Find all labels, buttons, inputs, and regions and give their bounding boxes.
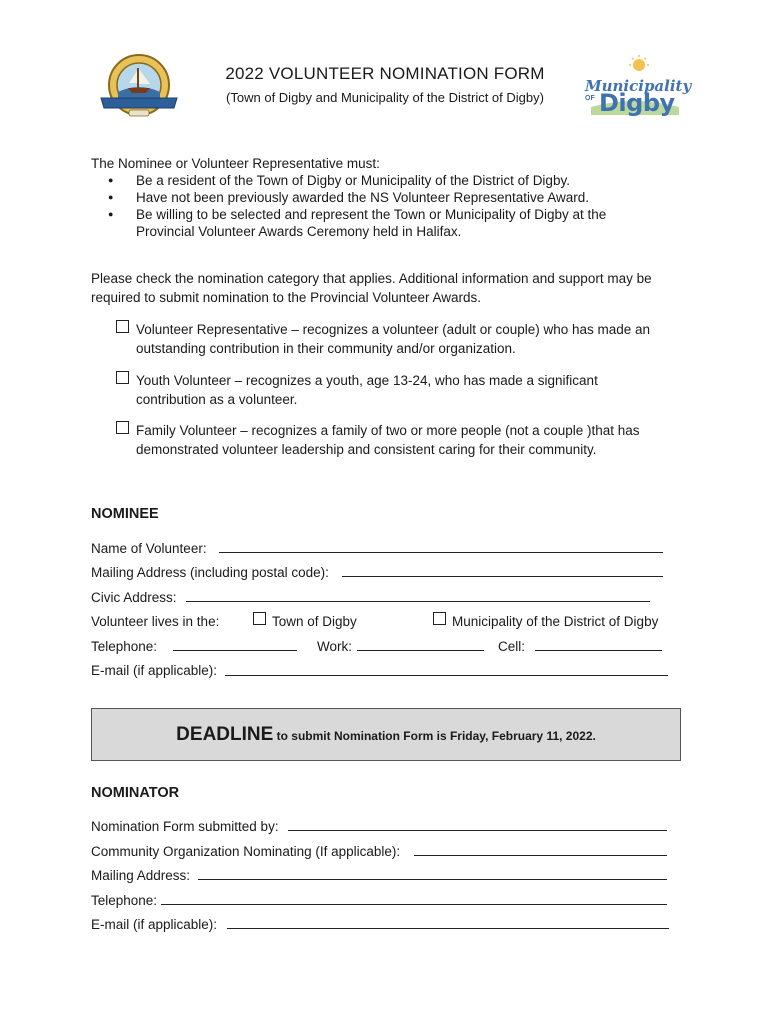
volunteer-name-field[interactable]: [219, 552, 663, 553]
deadline-word: DEADLINE: [176, 724, 274, 745]
youth-volunteer-checkbox[interactable]: [116, 371, 129, 384]
municipality-option: Municipality of the District of Digby: [452, 614, 659, 629]
organization-label: Community Organization Nominating (If applicable):: [91, 844, 401, 859]
volunteer-representative-checkbox[interactable]: [116, 320, 129, 333]
nominee-heading: NOMINEE: [91, 506, 159, 522]
nominator-mailing-field[interactable]: [198, 879, 667, 880]
nominee-cell-field[interactable]: [535, 650, 662, 651]
deadline-notice: [91, 724, 681, 746]
nominator-mailing-label: Mailing Address:: [91, 868, 191, 883]
nominee-telephone-label: Telephone:: [91, 639, 158, 654]
requirement-item: ● Have not been previously awarded the NS Volunteer Representative Award.: [108, 189, 606, 206]
nominator-heading: NOMINATOR: [91, 785, 180, 801]
logo-municipality-word: Municipality: [585, 77, 692, 95]
category-instructions-line1: Please check the nomination category that applies. Additional information and support may be: [91, 271, 652, 286]
civic-address-label: Civic Address:: [91, 590, 177, 605]
nominee-email-field[interactable]: [225, 675, 668, 676]
requirements-intro: The Nominee or Volunteer Representative must:: [91, 156, 380, 171]
logo-digby-word: Digby: [599, 89, 675, 117]
form-title: 2022 VOLUNTEER NOMINATION FORM: [225, 64, 545, 83]
submitted-by-field[interactable]: [288, 830, 667, 831]
volunteer-name-label: Name of Volunteer:: [91, 541, 207, 556]
nominator-email-field[interactable]: [227, 928, 669, 929]
family-volunteer-label: Family Volunteer – recognizes a family of two or more people (not a couple )that has: [136, 423, 640, 438]
volunteer-lives-label: Volunteer lives in the:: [91, 614, 220, 629]
nominee-mailing-field[interactable]: [342, 576, 663, 577]
civic-address-field[interactable]: [186, 601, 650, 602]
nominee-telephone-field[interactable]: [173, 650, 297, 651]
town-of-digby-checkbox[interactable]: [253, 612, 266, 625]
nominee-work-field[interactable]: [357, 650, 484, 651]
family-volunteer-checkbox[interactable]: [116, 421, 129, 434]
requirement-item: ● Be a resident of the Town of Digby or Municipality of the District of Digby.: [108, 172, 606, 189]
category-instructions-line2: required to submit nomination to the Provincial Volunteer Awards.: [91, 290, 481, 305]
deadline-detail: to submit Nomination Form is Friday, February 11, 2022.: [273, 729, 596, 743]
nominator-email-label: E-mail (if applicable):: [91, 917, 218, 932]
submitted-by-label: Nomination Form submitted by:: [91, 819, 279, 834]
nominee-email-label: E-mail (if applicable):: [91, 663, 218, 678]
town-of-digby-seal: [96, 52, 182, 122]
youth-volunteer-label: Youth Volunteer – recognizes a youth, age 13-24, who has made a significant: [136, 373, 598, 388]
nominator-telephone-field[interactable]: [161, 904, 667, 905]
requirement-item-continued: Provincial Volunteer Awards Ceremony held in Halifax.: [136, 224, 462, 239]
organization-field[interactable]: [414, 855, 667, 856]
nominee-mailing-label: Mailing Address (including postal code):: [91, 565, 329, 580]
nominee-cell-label: Cell:: [498, 639, 526, 654]
town-of-digby-option: Town of Digby: [272, 614, 357, 629]
youth-volunteer-label-cont: contribution as a volunteer.: [136, 392, 298, 407]
requirement-item: ● Be willing to be selected and represent the Town or Municipality of Digby at the: [108, 206, 606, 223]
volunteer-representative-label: Volunteer Representative – recognizes a volunteer (adult or couple) who has made an: [136, 322, 651, 337]
form-subtitle: (Town of Digby and Municipality of the District of Digby): [226, 90, 544, 105]
logo-of-word: OF: [585, 95, 595, 102]
nominee-work-label: Work:: [317, 639, 353, 654]
family-volunteer-label-cont: demonstrated volunteer leadership and consistent caring for their community.: [136, 442, 597, 457]
volunteer-representative-label-cont: outstanding contribution in their community and/or organization.: [136, 341, 516, 356]
nominator-telephone-label: Telephone:: [91, 893, 158, 908]
requirements-list: [108, 172, 606, 223]
municipality-checkbox[interactable]: [433, 612, 446, 625]
